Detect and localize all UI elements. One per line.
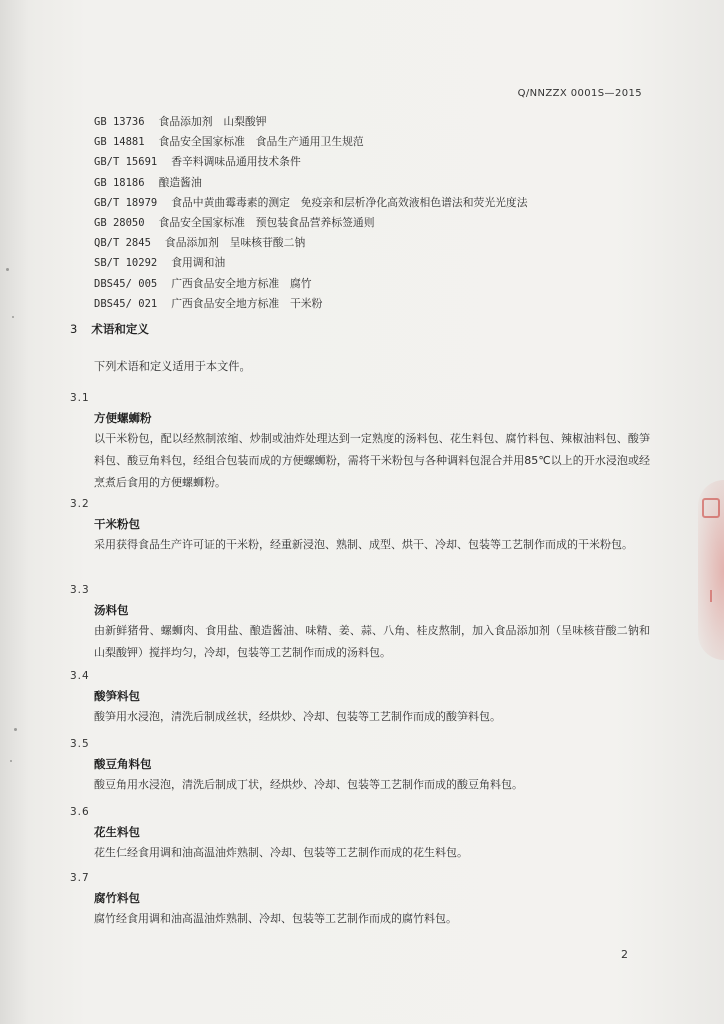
term-name: 酸笋料包 — [94, 689, 140, 703]
reference-code: DBS45/ 021 — [94, 297, 158, 310]
reference-code: SB/T 10292 — [94, 257, 158, 270]
scan-speck — [10, 760, 12, 762]
term-name: 花生料包 — [94, 825, 140, 839]
reference-code: DBS45/ 005 — [94, 277, 158, 290]
reference-item — [94, 132, 528, 152]
term-number: 3.5 — [70, 738, 90, 750]
reference-code: GB/T 15691 — [94, 156, 158, 169]
reference-title: 广西食品安全地方标准 干米粉 — [171, 296, 323, 310]
reference-item — [94, 253, 528, 273]
reference-code: QB/T 2845 — [94, 237, 151, 250]
reference-code: GB 13736 — [94, 116, 145, 128]
section-intro: 下列术语和定义适用于本文件。 — [94, 360, 251, 373]
term-name: 腐竹料包 — [94, 891, 140, 905]
term-name: 汤料包 — [94, 603, 129, 617]
reference-title: 食品添加剂 呈味核苷酸二钠 — [164, 236, 306, 250]
reference-item — [94, 193, 528, 213]
reference-code: GB 28050 — [94, 217, 145, 230]
reference-title: 食品安全国家标准 预包装食品营养标签通则 — [158, 216, 375, 230]
term-definition: 以干米粉包，配以经熬制浓缩、炒制或油炸处理达到一定熟度的汤料包、花生料包、腐竹料包、辣椒油料包、酸笋料包、酸豆角料包，经组合包装而成的方便螺蛳粉，需将干米粉包与各种调料包混合并用85℃以上的开水浸泡或经烹煮后食用的方便螺蛳粉。 — [94, 432, 650, 489]
scan-speck — [12, 316, 14, 318]
term-definition: 腐竹经食用调和油高温油炸熟制、冷却、包装等工艺制作而成的腐竹料包。 — [94, 912, 457, 925]
term-number: 3.6 — [70, 806, 90, 818]
term-number: 3.3 — [70, 584, 90, 596]
section-title: 术语和定义 — [91, 322, 149, 336]
term-number: 3.2 — [70, 498, 90, 510]
term-definition: 由新鲜猪骨、螺蛳肉、食用盐、酿造酱油、味精、姜、蒜、八角、桂皮熬制，加入食品添加剂（呈味核苷酸二钠和山梨酸钾）搅拌均匀，冷却，包装等工艺制作而成的汤料包。 — [94, 624, 650, 659]
reference-title: 食品添加剂 山梨酸钾 — [158, 115, 267, 128]
term-definition: 酸豆角用水浸泡，清洗后制成丁状，经烘炒、冷却、包装等工艺制作而成的酸豆角料包。 — [94, 778, 523, 791]
reference-item — [94, 233, 528, 253]
reference-title: 食品中黄曲霉毒素的测定 免疫亲和层析净化高效液相色谱法和荧光光度法 — [171, 195, 528, 209]
normative-references-list — [94, 112, 528, 314]
term-definition: 花生仁经食用调和油高温油炸熟制、冷却、包装等工艺制作而成的花生料包。 — [94, 846, 468, 859]
page-number: 2 — [621, 948, 628, 961]
document-code: Q/NNZZX 0001S—2015 — [517, 88, 642, 99]
reference-code: GB/T 18979 — [94, 196, 158, 209]
reference-code: GB 14881 — [94, 136, 145, 149]
reference-title: 食品安全国家标准 食品生产通用卫生规范 — [158, 135, 364, 149]
reference-item — [94, 213, 528, 233]
seal-stamp-mark — [710, 590, 722, 602]
term-number: 3.7 — [70, 872, 90, 884]
term-entry — [70, 666, 650, 728]
reference-title: 酿造酱油 — [158, 175, 202, 189]
term-entry — [70, 580, 650, 664]
term-name: 干米粉包 — [94, 517, 140, 531]
seal-stamp-mark — [702, 498, 720, 518]
reference-code: GB 18186 — [94, 176, 145, 189]
term-definition: 采用获得食品生产许可证的干米粉，经重新浸泡、熟制、成型、烘干、冷却、包装等工艺制作而成的干米粉包。 — [94, 538, 633, 551]
scan-speck — [14, 728, 17, 731]
term-name: 方便螺蛳粉 — [94, 411, 152, 425]
reference-title: 香辛料调味品通用技术条件 — [171, 155, 301, 169]
term-entry — [70, 494, 650, 556]
term-name: 酸豆角料包 — [94, 757, 152, 771]
section-heading — [70, 321, 149, 337]
term-number: 3.4 — [70, 670, 90, 682]
reference-item — [94, 173, 528, 193]
reference-item — [94, 152, 528, 172]
reference-item — [94, 274, 528, 294]
reference-item — [94, 294, 528, 314]
term-definition: 酸笋用水浸泡，清洗后制成丝状，经烘炒、冷却、包装等工艺制作而成的酸笋料包。 — [94, 710, 501, 723]
reference-title: 食用调和油 — [171, 256, 226, 270]
section-number: 3 — [70, 322, 78, 336]
scan-speck — [6, 268, 9, 271]
reference-item — [94, 112, 528, 132]
term-number: 3.1 — [70, 392, 90, 404]
reference-title: 广西食品安全地方标准 腐竹 — [171, 276, 312, 290]
term-entry — [70, 868, 650, 930]
term-entry — [70, 734, 650, 796]
term-entry — [70, 802, 650, 864]
term-entry — [70, 388, 650, 494]
